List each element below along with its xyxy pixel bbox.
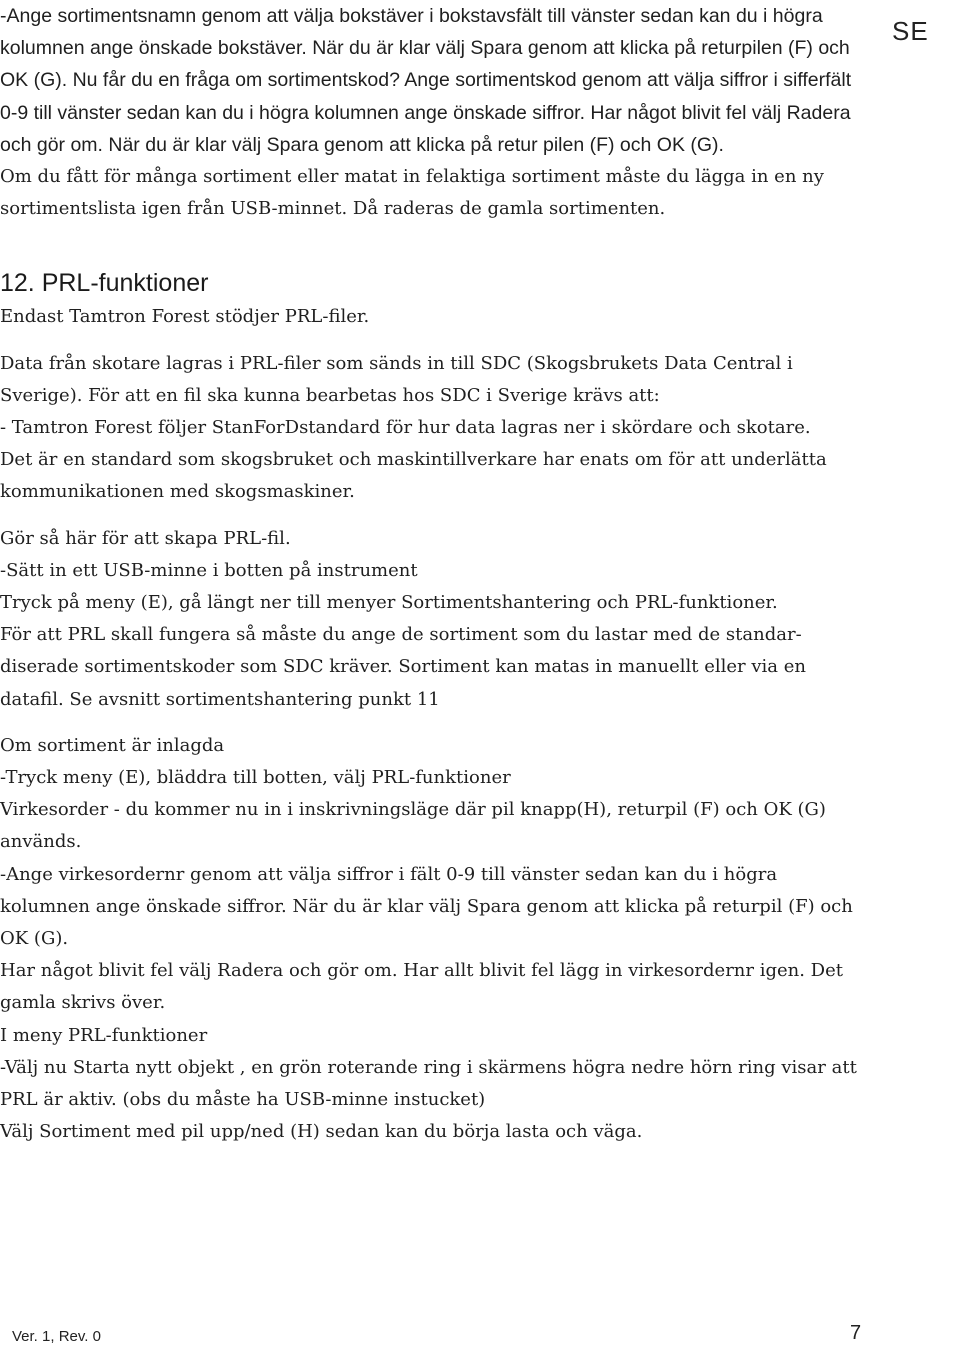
paragraph-loaded-title: Om sortiment är inlagda bbox=[0, 734, 225, 756]
paragraph-prl-support: Endast Tamtron Forest stödjer PRL-filer. bbox=[0, 306, 370, 328]
intro-paragraph-usb: Om du fått för många sortiment eller matat in felaktiga sortiment måste du lägga in en ny sortimentslista igen från USB-minnet. Då raderas de gamla sortimenten. bbox=[0, 166, 824, 220]
paragraph-loaded-4: Har något blivit fel välj Radera och gör om. Har allt blivit fel lägg in virkesordernr igen. Det gamla skrivs över. bbox=[0, 960, 844, 1014]
paragraph-loaded-3: -Ange virkesordernr genom att välja siffror i fält 0-9 till vänster sedan kan du i högra kolumnen ange önskade siffror. När du är klar välj Spara genom att klicka på returpil (F) och OK (G). bbox=[0, 863, 853, 950]
paragraph-standard-2: Det är en standard som skogsbruket och maskintillverkare har enats om för att underlätta kommunikationen med skogsmaskiner. bbox=[0, 449, 827, 503]
intro-paragraph-sortiment-name: -Ange sortimentsnamn genom att välja bokstäver i bokstavsfält till vänster sedan kan du i högra kolumnen ange önskade bokstäver. När du är klar välj Spara genom att klicka på returpilen (F) och OK (G). Nu får du en fråga om sortimentskod? Ange sortimentskod genom att välja siffror i sifferfält 0-9 till vänster sedan kan du i högra kolumnen ange önskade siffror. Har något blivit fel välj Radera och gör om. När du är klar välj Spara genom att klicka på retur pilen (F) och OK (G). bbox=[0, 5, 852, 156]
section-title: 12. PRL-funktioner bbox=[0, 269, 209, 298]
paragraph-prl-data: Data från skotare lagras i PRL-filer som sänds in till SDC (Skogsbrukets Data Central i Sverige). För att en fil ska kunna bearbetas hos SDC i Sverige krävs att: bbox=[0, 352, 793, 406]
language-tag: SE bbox=[892, 16, 929, 46]
paragraph-howto-1: -Sätt in ett USB-minne i botten på instrument bbox=[0, 559, 418, 581]
paragraph-standard-1: - Tamtron Forest följer StanForDstandard för hur data lagras ner i skördare och skotare. bbox=[0, 417, 811, 439]
paragraph-loaded-2: Virkesorder - du kommer nu in i inskrivningsläge där pil knapp(H), returpil (F) och OK (G) används. bbox=[0, 799, 826, 853]
paragraph-howto-2: Tryck på meny (E), gå längt ner till menyer Sortimentshantering och PRL-funktioner. bbox=[0, 592, 778, 614]
paragraph-howto-3b: diserade sortimentskoder som SDC kräver. Sortiment kan matas in manuellt eller via en datafil. Se avsnitt sortimentshantering punkt 11 bbox=[0, 656, 807, 710]
footer-page-number: 7 bbox=[850, 1322, 862, 1344]
paragraph-howto-3a: För att PRL skall fungera så måste du ange de sortiment som du lastar med de standar- bbox=[0, 624, 802, 646]
paragraph-menu-title: I meny PRL-funktioner bbox=[0, 1024, 208, 1046]
paragraph-menu-1: -Välj nu Starta nytt objekt , en grön roterande ring i skärmens högra nedre hörn ring visar att PRL är aktiv. (obs du måste ha USB-minne instucket) bbox=[0, 1056, 857, 1111]
footer-version: Ver. 1, Rev. 0 bbox=[12, 1328, 101, 1345]
paragraph-loaded-1: -Tryck meny (E), bläddra till botten, välj PRL-funktioner bbox=[0, 767, 511, 789]
paragraph-menu-2: Välj Sortiment med pil upp/ned (H) sedan kan du börja lasta och väga. bbox=[0, 1121, 643, 1143]
paragraph-howto-title: Gör så här för att skapa PRL-fil. bbox=[0, 527, 291, 549]
